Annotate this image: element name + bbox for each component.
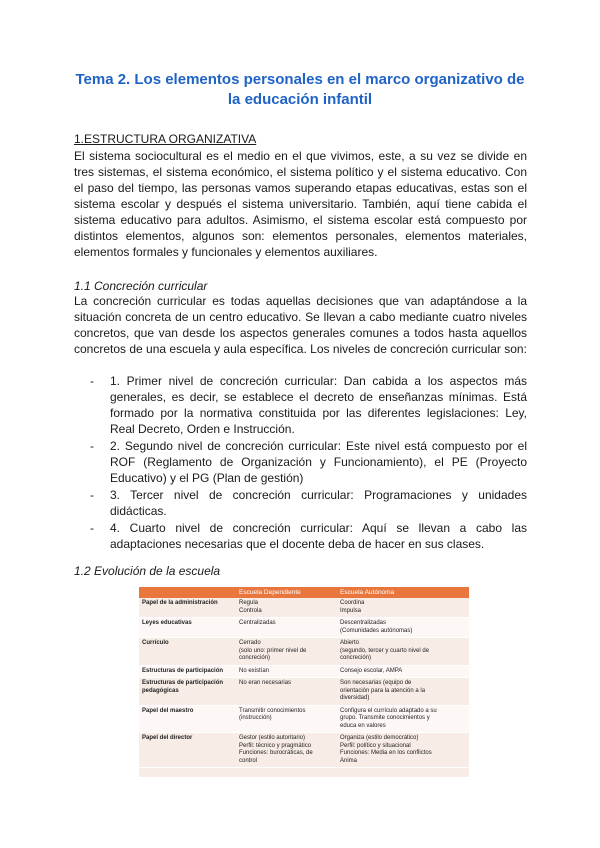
table-header-row (139, 587, 469, 598)
table-row-label: Currículo (139, 638, 236, 666)
table-cell-line: (Comunidades autónomas) (340, 627, 413, 634)
table-cell-line: Gestor (estilo autoritario) (239, 735, 306, 741)
table-row (139, 598, 469, 618)
table-cell-dependiente (236, 638, 337, 666)
table-cell-autonoma (337, 618, 469, 638)
table-cell-line: Impulsa (340, 607, 362, 614)
table-row (139, 678, 469, 706)
evolution-table (139, 587, 469, 768)
table-cell-line: Abierto (340, 640, 360, 646)
list-item: - 3. Tercer nivel de concreción curricular: Programaciones y unidades didácticas. (90, 488, 527, 518)
table-cell-line: No existían (239, 667, 270, 674)
table-cell-line: Organiza (estilo democrático) (340, 735, 419, 741)
document-title (60, 70, 540, 110)
table-cell-line: Funciones: Media en los conflictos (340, 750, 432, 756)
table-cell-dependiente (236, 733, 337, 768)
table-cell-line: Cerrado (239, 640, 261, 646)
table-cell-autonoma (337, 598, 469, 618)
table-cell-line: control (239, 757, 258, 764)
table-row-label: Papel de la administración (139, 598, 236, 618)
subheading-concrecion: 1.1 Concreción curricular (74, 279, 208, 293)
table-cell-line: Controla (239, 607, 262, 614)
table-row (139, 665, 469, 678)
table-cell-line: grupo. Transmite conocimientos y (340, 715, 430, 721)
table-row (139, 638, 469, 666)
evolution-table-image (139, 587, 469, 777)
table-row-label: Estructuras de participación pedagógicas (139, 678, 236, 706)
table-row (139, 733, 469, 768)
table-cell-line: concreción) (239, 655, 271, 661)
table-cell-line: (segundo, tercer y cuarto nivel de (340, 647, 430, 654)
table-cell-line: Son necesarias (equipo de (340, 680, 412, 686)
table-cell-line: Descentralizadas (340, 620, 387, 626)
table-cell-line: (solo uno: primer nivel de (239, 647, 307, 654)
table-cell-line: Anima (340, 757, 358, 764)
table-cell-line: Centralizadas (239, 620, 276, 626)
paragraph-concrecion: La concreción curricular es todas aquellas decisiones que van adaptándose a la situación concreta de un centro educativo. Se llevan a cabo mediante cuatro niveles concretos, que van desde los aspectos generales comunes a todos hasta aquellos concretos de una escuela y aula específica. Los niveles de concreción curricular son: (74, 294, 527, 356)
table-row (139, 618, 469, 638)
title-line-2: la educación infantil (227, 91, 373, 108)
table-cell-line: Perfil: técnico y pragmático (239, 742, 312, 749)
table-cell-dependiente (236, 705, 337, 733)
bullet-dash: - (90, 488, 94, 502)
concrecion-levels-list (90, 373, 527, 552)
table-cell-line: Funciones: burocráticas, de (239, 750, 313, 756)
table-cell-line: Configura el currículo adaptado a su (340, 707, 437, 714)
table-cell-line: (instrucción) (239, 715, 272, 721)
table-cell-line: No eran necesarias (239, 680, 292, 686)
table-cell-dependiente (236, 665, 337, 678)
table-row-label: Leyes educativas (139, 618, 236, 638)
list-item: - 4. Cuarto nivel de concreción curricular: Aquí se llevan a cabo las adaptaciones necesarias que el docente deba de hacer en sus clases. (90, 521, 527, 551)
table-cell-line: orientación para la atención a la (340, 687, 426, 694)
table-cell-line: concreción) (340, 655, 372, 661)
table-row-label: Papel del director (139, 733, 236, 768)
table-body (139, 598, 469, 768)
table-cell-autonoma (337, 733, 469, 768)
table-header-autonoma: Escuela Autónoma (337, 587, 469, 598)
table-cell-dependiente (236, 598, 337, 618)
paragraph-estructura: El sistema sociocultural es el medio en el que vivimos, este, a su vez se divide en tres sistemas, el sistema económico, el sistema político y el sistema educativo. Con el paso del tiempo, las personas vamos superando etapas educativas, estas son el sistema escolar y después el sistema universitario. También, aquí tiene cabida el sistema educativo para adultos. Asimismo, el sistema escolar está compuesto por distintos elementos, algunos son: elementos personales, elementos materiales, elementos formales y funcionales y elementos auxiliares. (74, 149, 527, 259)
title-line-1: Tema 2. Los elementos personales en el marco organizativo de (75, 71, 525, 88)
table-cell-dependiente (236, 618, 337, 638)
table-cell-autonoma (337, 678, 469, 706)
table-cell-line: Coordina (340, 600, 365, 606)
table-cell-line: Consejo escolar, AMPA (340, 667, 403, 674)
table-cell-line: Perfil: político y situacional (340, 742, 411, 749)
table-cell-dependiente (236, 678, 337, 706)
table-cell-autonoma (337, 638, 469, 666)
table-header-dependiente: Escuela Dependiente (236, 587, 337, 598)
table-cell-autonoma (337, 705, 469, 733)
table-cell-autonoma (337, 665, 469, 678)
table-cell-line: educa en valores (340, 722, 386, 729)
table-row-label: Estructuras de participación (139, 665, 236, 678)
table-cell-line: Transmitir conocimientos (239, 707, 306, 714)
bullet-dash: - (90, 374, 94, 388)
bullet-dash: - (90, 521, 94, 535)
table-row-label: Papel del maestro (139, 705, 236, 733)
table-header-empty (139, 587, 236, 598)
subheading-evolucion: 1.2 Evolución de la escuela (74, 564, 221, 578)
section-heading-estructura: 1.ESTRUCTURA ORGANIZATIVA (74, 132, 257, 146)
table-row (139, 705, 469, 733)
bullet-dash: - (90, 439, 94, 453)
list-item: - 2. Segundo nivel de concreción curricular: Este nivel está compuesto por el ROF (Reglamento de Organización y Funcionamiento), el PE (Proyecto Educativo) y el PG (Plan de gestión) (90, 439, 527, 485)
table-cell-line: Regula (239, 600, 259, 606)
list-item: - 1. Primer nivel de concreción curricular: Dan cabida a los aspectos más generales, es decir, se establece el decreto de enseñanzas mínimas. Está formado por la normativa constituida por las diferentes legislaciones: Ley, Real Decreto, Orden e Instrucción. (90, 374, 527, 436)
table-cell-line: diversidad) (340, 695, 370, 701)
